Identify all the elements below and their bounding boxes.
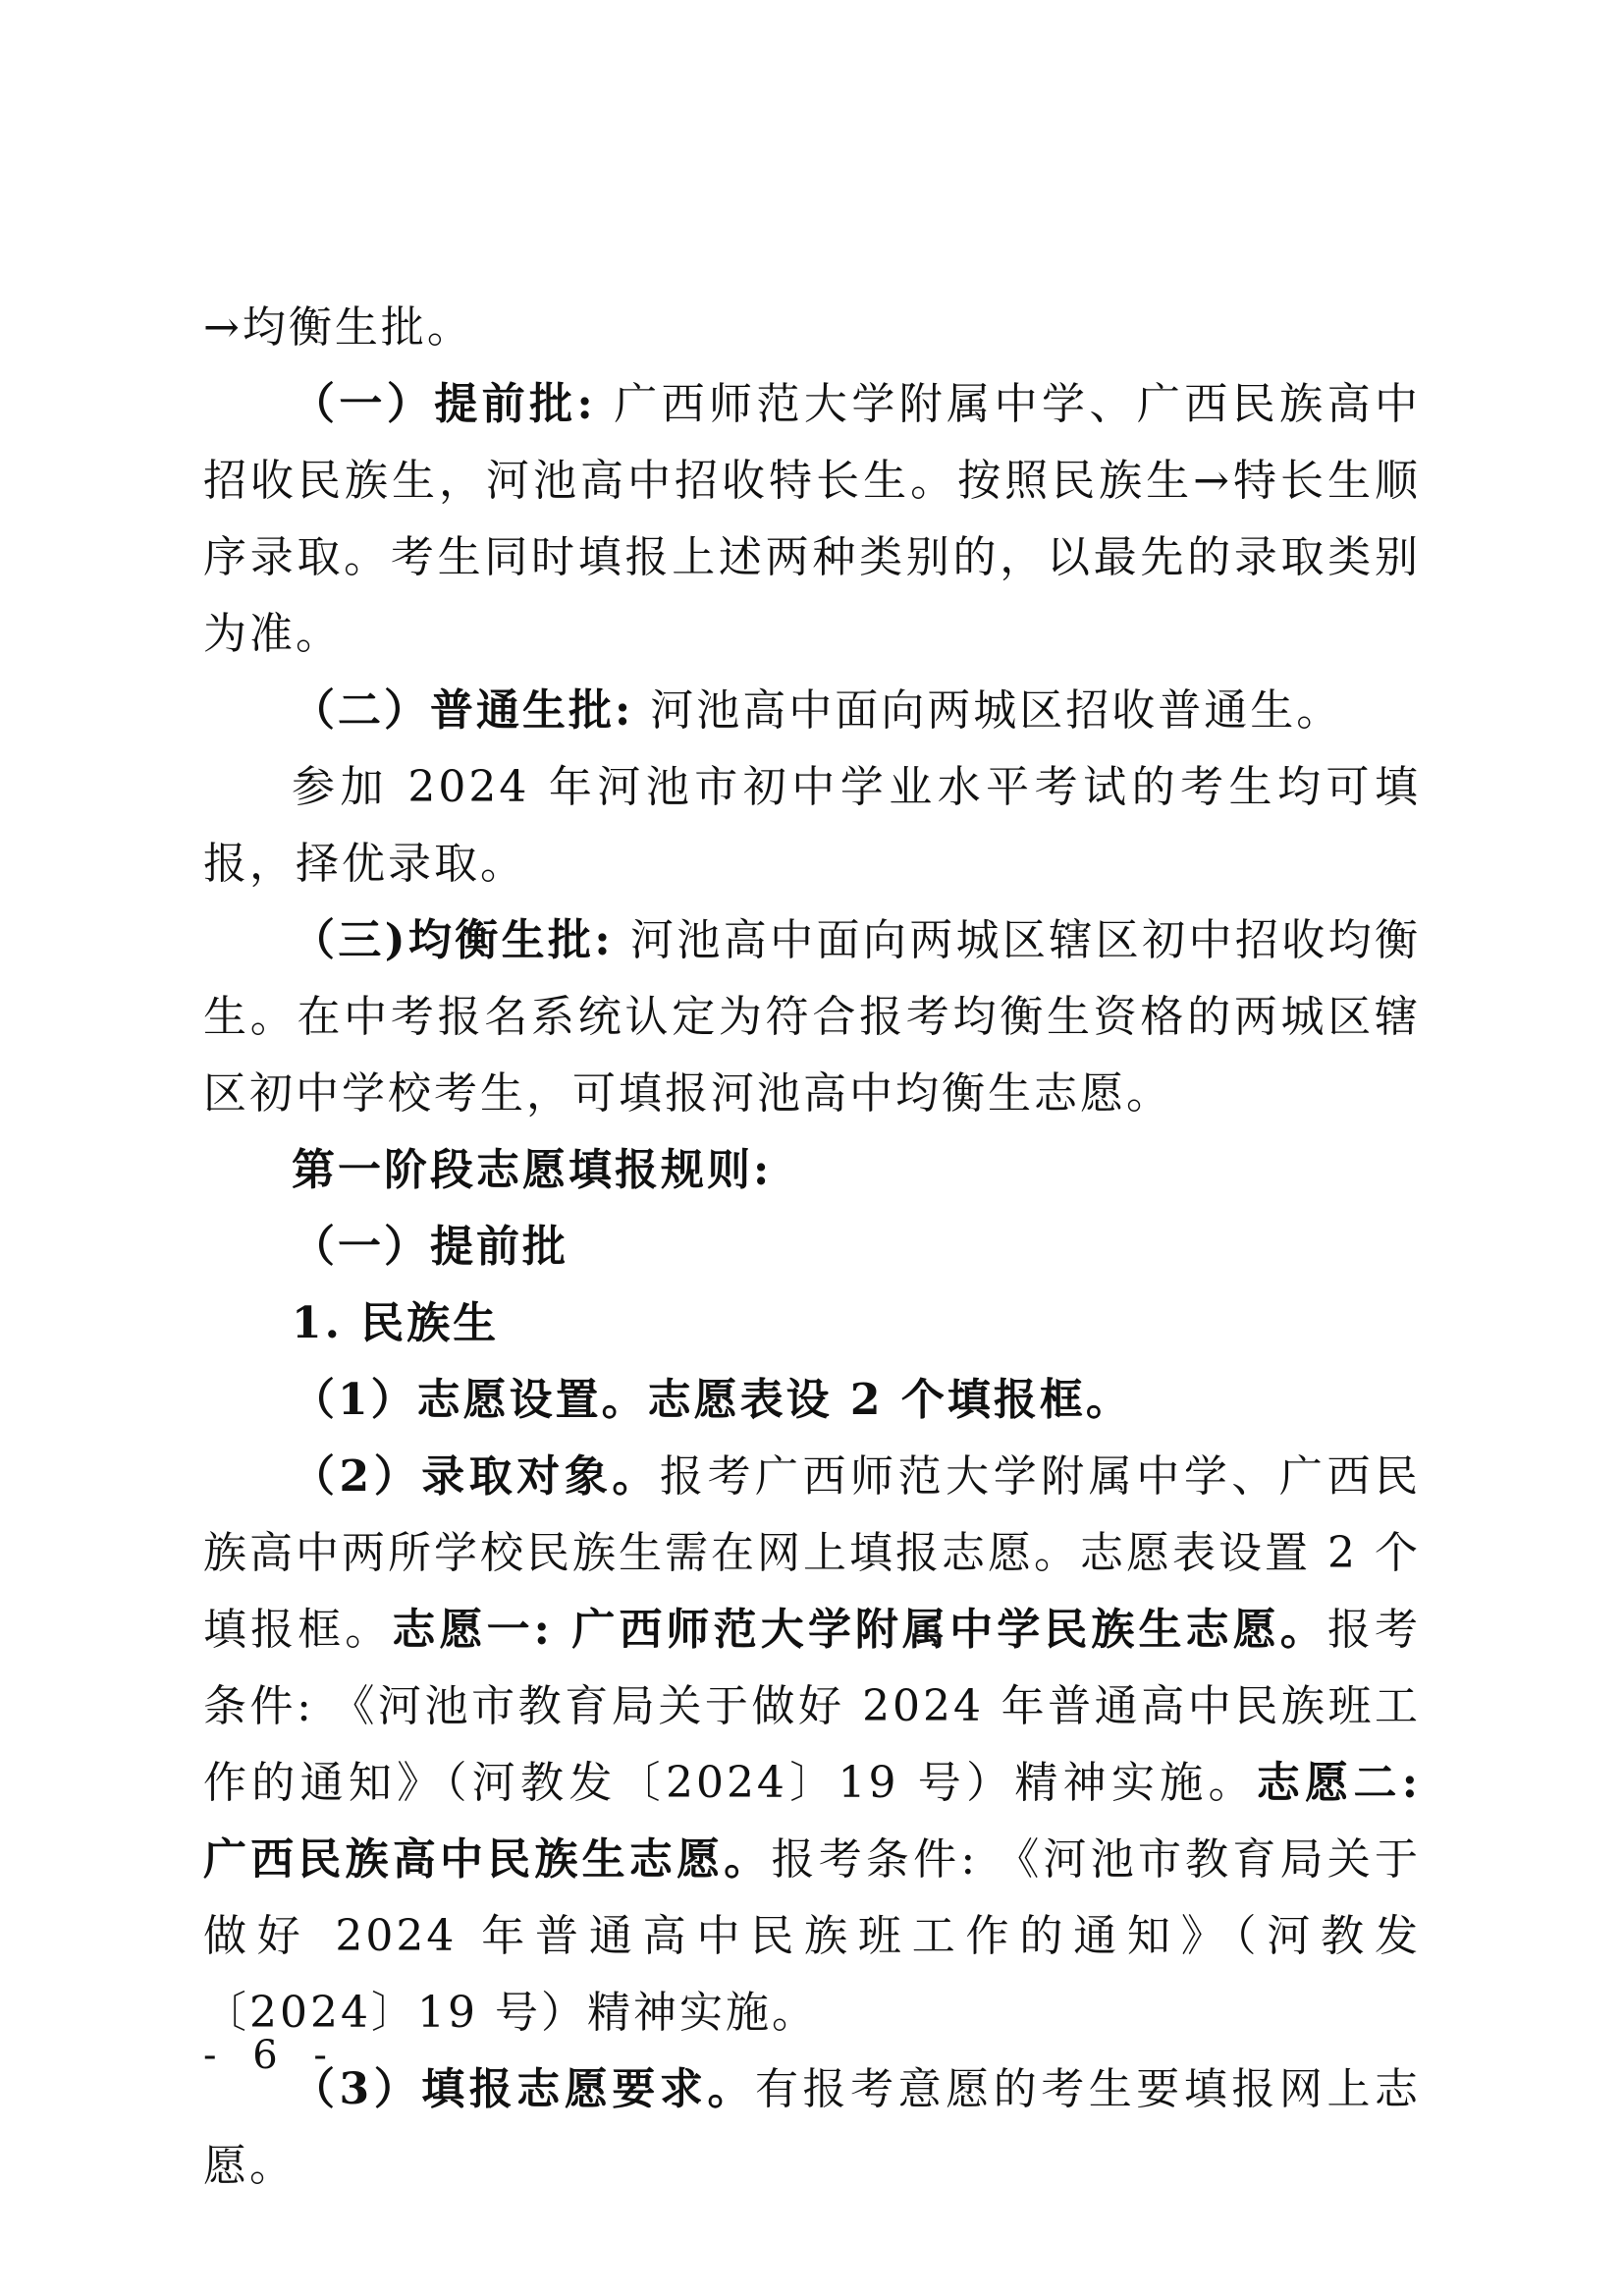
page-number: - 6 -	[203, 2033, 339, 2078]
subsection-ethnic-students	[203, 1285, 1421, 1362]
admission-target-text: 报考广西师范大学附属中学、广西民族高中两所学校民族生需在网上填报志愿。志愿表设置 2 个填报框。	[203, 1451, 1421, 1655]
subsection-ethnic-students-text: 1. 民族生	[292, 1298, 500, 1348]
early-batch-heading: （一）提前批:	[292, 379, 596, 429]
filling-requirements-heading: （3）填报志愿要求。	[292, 2064, 755, 2114]
item-volunteer-setup-text: （1）志愿设置。志愿表设 2 个填报框。	[292, 1375, 1132, 1425]
balanced-batch-text: 河池高中面向两城区辖区初中招收均衡生。在中考报名系统认定为符合报考均衡生资格的两城区辖区初中学校考生，可填报河池高中均衡生志愿。	[203, 915, 1421, 1119]
volunteer-one-text: 报考条件: 《河池市教育局关于做好 2024 年普通高中民族班工作的通知》（河教发〔2024〕19 号）精神实施。	[203, 1605, 1422, 1808]
early-batch-text: 广西师范大学附属中学、广西民族高中招收民族生，河池高中招收特长生。按照民族生→特长生顺序录取。考生同时填报上述两种类别的，以最先的录取类别为准。	[203, 379, 1421, 659]
eligibility-text: 参加 2024 年河池市初中学业水平考试的考生均可填报，择优录取。	[203, 762, 1421, 889]
volunteer-one-heading: 志愿一: 广西师范大学附属中学民族生志愿。	[392, 1605, 1327, 1655]
volunteer-two-text: 报考条件: 《河池市教育局关于做好 2024 年普通高中民族班工作的通知》（河教发〔2024〕19 号）精神实施。	[203, 1834, 1422, 2038]
regular-batch-heading: （二）普通生批:	[292, 685, 634, 736]
paragraph-continuation	[203, 290, 1421, 366]
balanced-batch-heading: （三)均衡生批:	[292, 915, 614, 965]
item-volunteer-setup	[203, 1362, 1421, 1439]
paragraph-balanced-batch	[203, 902, 1421, 1132]
admission-target-heading: （2）录取对象。	[292, 1451, 660, 1502]
filling-requirements-text: 有报考意愿的考生要填报网上志愿。	[203, 2064, 1421, 2191]
document-body	[203, 290, 1421, 2205]
continuation-text: →均衡生批。	[203, 302, 473, 353]
item-admission-target	[203, 1439, 1421, 2051]
section-early-batch-text: （一）提前批	[292, 1222, 568, 1272]
section-early-batch-heading	[203, 1209, 1421, 1285]
stage-one-rules-heading	[203, 1132, 1421, 1209]
stage-one-rules-text: 第一阶段志愿填报规则:	[292, 1145, 773, 1195]
volunteer-two-heading: 志愿二: 广西民族高中民族生志愿。	[203, 1758, 1422, 1885]
regular-batch-text: 河池高中面向两城区招收普通生。	[633, 685, 1343, 736]
item-filling-requirements	[203, 2051, 1421, 2205]
paragraph-regular-batch	[203, 673, 1421, 749]
paragraph-eligibility	[203, 749, 1421, 902]
paragraph-early-batch	[203, 366, 1421, 673]
